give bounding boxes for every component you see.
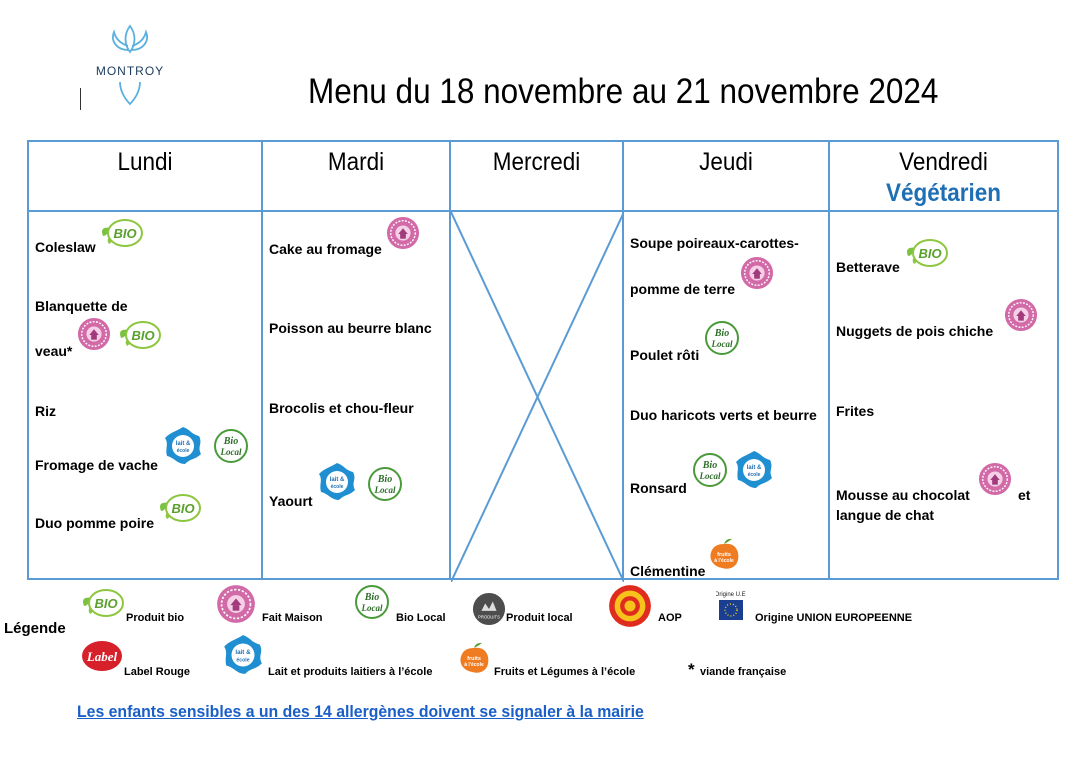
bio-local-icon	[213, 428, 249, 464]
lait-ecole-icon	[732, 448, 776, 492]
dish-langue-de-chat: langue de chat	[836, 507, 935, 523]
dish-haricots: Duo haricots verts et beurre	[630, 407, 817, 423]
bio-icon	[78, 588, 124, 618]
vegetarian-label: Végétarien	[885, 179, 1002, 207]
fait-maison-icon	[978, 462, 1012, 496]
menu-table	[27, 140, 1059, 580]
lait-ecole-icon	[161, 424, 205, 468]
bio-icon	[902, 238, 948, 268]
day-header-vendredi: Vendredi Végétarien	[829, 141, 1058, 211]
page-title: Menu du 18 novembre au 21 novembre 2024	[308, 72, 939, 111]
dish-poulet-roti: Poulet rôti	[630, 347, 700, 363]
bio-local-icon	[354, 584, 390, 620]
legend-title: Légende	[4, 620, 66, 637]
legend-fruits-ecole: Fruits et Légumes à l’école	[494, 666, 636, 678]
dish-cake-fromage: Cake au fromage	[269, 241, 382, 257]
legend-origine-ue: Origine UNION EUROPEENNE	[755, 612, 913, 624]
dish-mousse-et: et	[1018, 487, 1031, 503]
dish-soupe-line1: Soupe poireaux-carottes-	[630, 235, 799, 251]
dish-coleslaw: Coleslaw	[35, 239, 96, 255]
fait-maison-icon	[386, 216, 420, 250]
bio-local-icon	[692, 452, 728, 488]
dish-soupe-line2: pomme de terre	[630, 281, 736, 297]
allergen-notice-link[interactable]: Les enfants sensibles a un des 14 allergènes doivent se signaler à la mairie	[77, 702, 644, 721]
dish-yaourt: Yaourt	[269, 493, 313, 509]
fait-maison-icon	[216, 584, 256, 624]
logo-drop-icon	[80, 80, 180, 108]
dish-clementine: Clémentine	[630, 563, 706, 579]
dish-riz: Riz	[35, 403, 56, 419]
legend-viande-francaise: viande française	[700, 666, 787, 678]
dish-ronsard: Ronsard	[630, 480, 687, 496]
fruits-ecole-icon	[456, 640, 492, 676]
legend-lait-ecole: Lait et produits laitiers à l’école	[268, 666, 433, 678]
day-cell-vendredi	[829, 211, 1058, 579]
legend-fait-maison: Fait Maison	[262, 612, 323, 624]
dish-mousse: Mousse au chocolat	[836, 487, 970, 503]
legend-asterisk: *	[688, 660, 695, 679]
fait-maison-icon	[740, 256, 774, 290]
legend-aop: AOP	[658, 612, 682, 624]
bio-local-icon	[704, 320, 740, 356]
legend-produit-local: Produit local	[506, 612, 573, 624]
day-cell-jeudi	[623, 211, 829, 579]
aop-icon	[608, 584, 652, 628]
day-header-jeudi: Jeudi	[623, 141, 829, 211]
fleur-de-lis-icon	[80, 22, 180, 66]
origine-ue-icon	[716, 588, 746, 624]
dish-brocolis: Brocolis et chou-fleur	[269, 400, 414, 416]
lait-ecole-icon	[220, 632, 266, 678]
bio-icon	[115, 320, 161, 350]
legend-bio-local: Bio Local	[396, 612, 446, 624]
day-header-lundi: Lundi	[28, 141, 262, 211]
fruits-ecole-icon	[706, 536, 742, 572]
legend-bio: Produit bio	[126, 612, 185, 624]
logo-divider	[80, 88, 81, 110]
lait-ecole-icon	[315, 460, 359, 504]
dish-betterave: Betterave	[836, 259, 900, 275]
legend-label-rouge: Label Rouge	[124, 666, 191, 678]
dish-blanquette-line2: veau*	[35, 343, 73, 359]
day-header-mercredi: Mercredi	[450, 141, 623, 211]
dish-poisson: Poisson au beurre blanc	[269, 320, 432, 336]
dish-blanquette-line1: Blanquette de	[35, 298, 128, 314]
dish-duo-pomme-poire: Duo pomme poire	[35, 515, 155, 531]
montroy-logo	[80, 22, 180, 112]
dish-frites: Frites	[836, 403, 875, 419]
produit-local-icon	[472, 592, 506, 626]
day-header-mardi: Mardi	[262, 141, 450, 211]
logo-name: MONTROY	[95, 64, 165, 78]
dish-fromage-vache: Fromage de vache	[35, 457, 158, 473]
day-cell-mercredi	[450, 211, 623, 579]
bio-icon	[155, 493, 201, 523]
fait-maison-icon	[1004, 298, 1038, 332]
dish-nuggets: Nuggets de pois chiche	[836, 323, 994, 339]
bio-icon	[97, 218, 143, 248]
label-rouge-icon	[80, 638, 124, 674]
day-cell-lundi	[28, 211, 262, 579]
day-cell-mardi	[262, 211, 450, 579]
bio-local-icon	[367, 466, 403, 502]
fait-maison-icon	[77, 317, 111, 351]
no-service-cross	[451, 212, 624, 582]
